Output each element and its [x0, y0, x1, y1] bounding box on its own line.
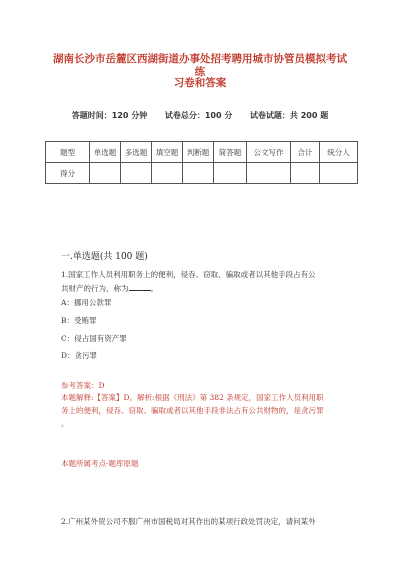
score-table-header-row [46, 142, 358, 163]
answer-explanation [61, 391, 351, 430]
option-b: B：受贿罪 [61, 316, 97, 325]
score-cell [320, 163, 358, 184]
table-header-cell: 统分人 [320, 142, 358, 163]
question-1-line1: 1.国家工作人员利用职务上的便利，侵吞、窃取、骗取或者以其他手段占有公 [61, 270, 316, 279]
answer-blank [129, 281, 151, 291]
score-cell [291, 163, 320, 184]
score-cell [214, 163, 247, 184]
answer-key: 参考答案：D [61, 381, 105, 390]
table-header-cell: 多选题 [121, 142, 152, 163]
score-cell [183, 163, 214, 184]
question-1-stem [61, 268, 361, 295]
exam-time: 答题时间：120 分钟 [71, 111, 148, 120]
option-c: C：侵占国有资产罪 [61, 334, 127, 343]
question-1-line2: 共财产的行为，称为 。 [61, 281, 361, 295]
score-table-score-row [46, 163, 358, 184]
score-row-label: 得分 [46, 163, 90, 184]
table-header-cell: 简答题 [214, 142, 247, 163]
table-header-cell: 合计 [291, 142, 320, 163]
option-a: A：挪用公款罪 [61, 298, 112, 307]
explanation-line3: 。 [61, 419, 69, 428]
question-point: 本题所属考点-题库原题 [61, 459, 139, 468]
score-cell [90, 163, 121, 184]
exam-total-score: 试卷总分：100 分 [164, 111, 233, 120]
exam-question-count: 试卷试题：共 200 题 [249, 111, 329, 120]
table-header-cell: 题型 [46, 142, 90, 163]
score-cell [152, 163, 183, 184]
explanation-line1: 本题解释:【答案】D。解析:根据《刑法》第 382 条规定，国家工作人员利用职 [61, 393, 324, 402]
table-header-cell: 公文写作 [247, 142, 291, 163]
question-2-stem: 2.广州某外贸公司不服广州市国税局对其作出的某项行政处罚决定，请问某外 [61, 517, 316, 526]
document-title-line2: 习卷和答案 [173, 77, 227, 89]
exam-meta [0, 110, 400, 121]
document-title-line1: 湖南长沙市岳麓区西湖街道办事处招考聘用城市协管员模拟考试练 [53, 53, 347, 78]
table-header-cell: 填空题 [152, 142, 183, 163]
table-header-cell: 判断题 [183, 142, 214, 163]
section-title: 一.单选题(共 100 题) [61, 252, 148, 262]
score-cell [247, 163, 291, 184]
score-cell [121, 163, 152, 184]
table-header-cell: 单选题 [90, 142, 121, 163]
explanation-line2: 务上的便利，侵吞、窃取、骗取或者以其他手段非法占有公共财物的，是贪污罪 [61, 406, 324, 415]
option-d: D：贪污罪 [61, 351, 98, 360]
score-table [45, 141, 358, 184]
